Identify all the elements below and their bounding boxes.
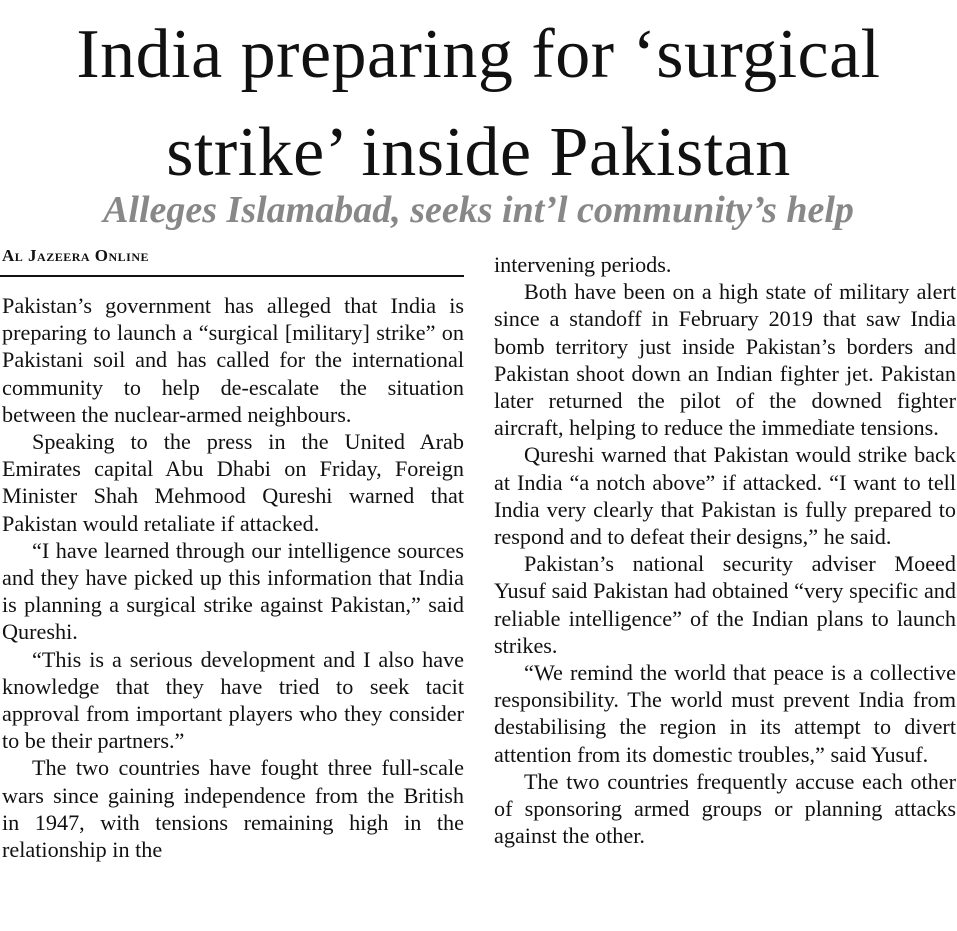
paragraph: The two countries frequently accuse each other of sponsoring armed groups or planning attacks against the other.: [494, 768, 956, 849]
paragraph: Speaking to the press in the United Arab Emirates capital Abu Dhabi on Friday, Foreign Minister Shah Mehmood Qureshi warned that Pakistan would retaliate if attacked.: [2, 429, 464, 536]
headline-line-1: India preparing for ‘surgical: [76, 16, 881, 93]
paragraph: Qureshi warned that Pakistan would strike back at India “a notch above” if attacked. “I want to tell India very clearly that Pakistan is fully prepared to respond and to defeat their designs,” he said.: [494, 442, 956, 550]
headline-line-2: strike’ inside Pakistan: [166, 114, 791, 191]
paragraph: Pakistan’s national security adviser Moeed Yusuf said Pakistan had obtained “very specific and reliable intelligence” of the Indian plans to launch strikes.: [494, 551, 956, 658]
byline-divider: [0, 275, 464, 277]
paragraph: “I have learned through our intelligence sources and they have picked up this information that India is planning a surgical strike against Pakistan,” said Qureshi.: [2, 537, 464, 645]
article-column-right: [494, 251, 956, 849]
paragraph: The two countries have fought three full-scale wars since gaining independence from the British in 1947, with tensions remaining high in the relationship in the: [2, 755, 464, 863]
byline: Al Jazeera Online: [2, 246, 150, 265]
paragraph: “We remind the world that peace is a collective responsibility. The world must prevent India from destabilising the region in its attempt to divert attention from its domestic troubles,” said Yusuf.: [494, 660, 956, 767]
paragraph: Both have been on a high state of military alert since a standoff in February 2019 that saw India bomb territory just inside Pakistan’s borders and Pakistan shoot down an Indian fighter jet. Pakistan later returned the pilot of the downed fighter aircraft, helping to reduce the immediate tensions.: [494, 279, 956, 441]
paragraph-continued: intervening periods.: [494, 252, 672, 277]
article-column-left: [2, 292, 464, 863]
headline: [0, 6, 957, 202]
subheadline: Alleges Islamabad, seeks int’l community’s help: [103, 189, 854, 231]
paragraph: Pakistan’s government has alleged that India is preparing to launch a “surgical [military] strike” on Pakistani soil and has called for the international community to help de-escalate the situation between the nuclear-armed neighbours.: [2, 293, 464, 427]
paragraph: “This is a serious development and I also have knowledge that they have tried to seek tacit approval from important players who they consider to be their partners.”: [2, 646, 464, 754]
